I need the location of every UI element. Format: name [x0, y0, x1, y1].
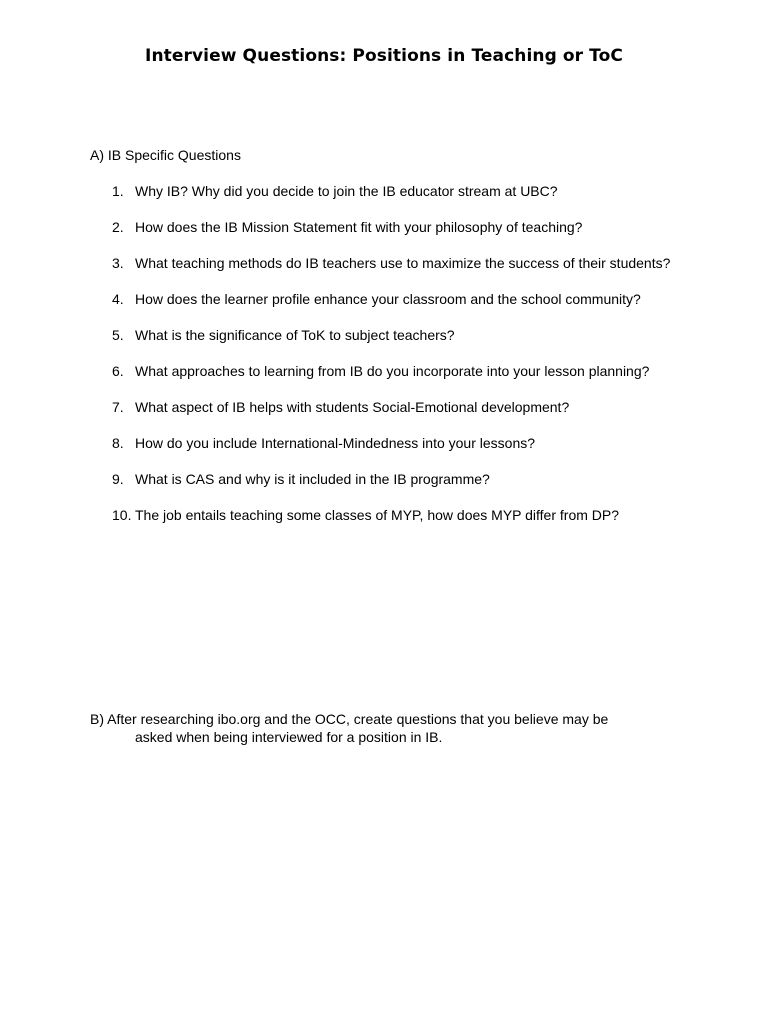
question-item-8: [90, 434, 690, 452]
question-number: 10.: [112, 507, 132, 523]
question-text: What aspect of IB helps with students Social-Emotional development?: [135, 399, 570, 415]
question-item-2: [90, 218, 690, 236]
question-number: 2.: [112, 219, 124, 235]
question-number: 5.: [112, 327, 124, 343]
question-number: 7.: [112, 399, 124, 415]
question-item-4: [90, 290, 690, 308]
section-b-instructions: [90, 710, 670, 746]
question-number: 6.: [112, 363, 124, 379]
question-item-5: [90, 326, 690, 344]
question-item-10: [90, 506, 690, 524]
question-number: 1.: [112, 183, 124, 199]
question-text: How does the IB Mission Statement fit with your philosophy of teaching?: [135, 219, 583, 235]
question-item-7: [90, 398, 690, 416]
question-text: Why IB? Why did you decide to join the IB educator stream at UBC?: [135, 183, 558, 199]
question-text: The job entails teaching some classes of MYP, how does MYP differ from DP?: [135, 507, 620, 523]
question-number: 4.: [112, 291, 124, 307]
question-text: What approaches to learning from IB do you incorporate into your lesson planning?: [135, 363, 650, 379]
question-text: What teaching methods do IB teachers use to maximize the success of their students?: [135, 255, 671, 271]
question-number: 9.: [112, 471, 124, 487]
section-b-line-2: asked when being interviewed for a position in IB.: [135, 729, 443, 745]
question-text: How do you include International-Mindedness into your lessons?: [135, 435, 536, 451]
question-number: 3.: [112, 255, 124, 271]
question-list: [90, 182, 690, 542]
question-item-1: [90, 182, 690, 200]
question-item-9: [90, 470, 690, 488]
document-title: Interview Questions: Positions in Teaching or ToC: [145, 46, 623, 66]
question-text: What is the significance of ToK to subject teachers?: [135, 327, 455, 343]
question-item-6: [90, 362, 690, 380]
section-b-line-1: B) After researching ibo.org and the OCC, create questions that you believe may be: [90, 711, 609, 727]
question-text: What is CAS and why is it included in the IB programme?: [135, 471, 490, 487]
question-text: How does the learner profile enhance your classroom and the school community?: [135, 291, 641, 307]
section-a-heading: A) IB Specific Questions: [90, 147, 241, 163]
question-number: 8.: [112, 435, 124, 451]
question-item-3: [90, 254, 690, 272]
